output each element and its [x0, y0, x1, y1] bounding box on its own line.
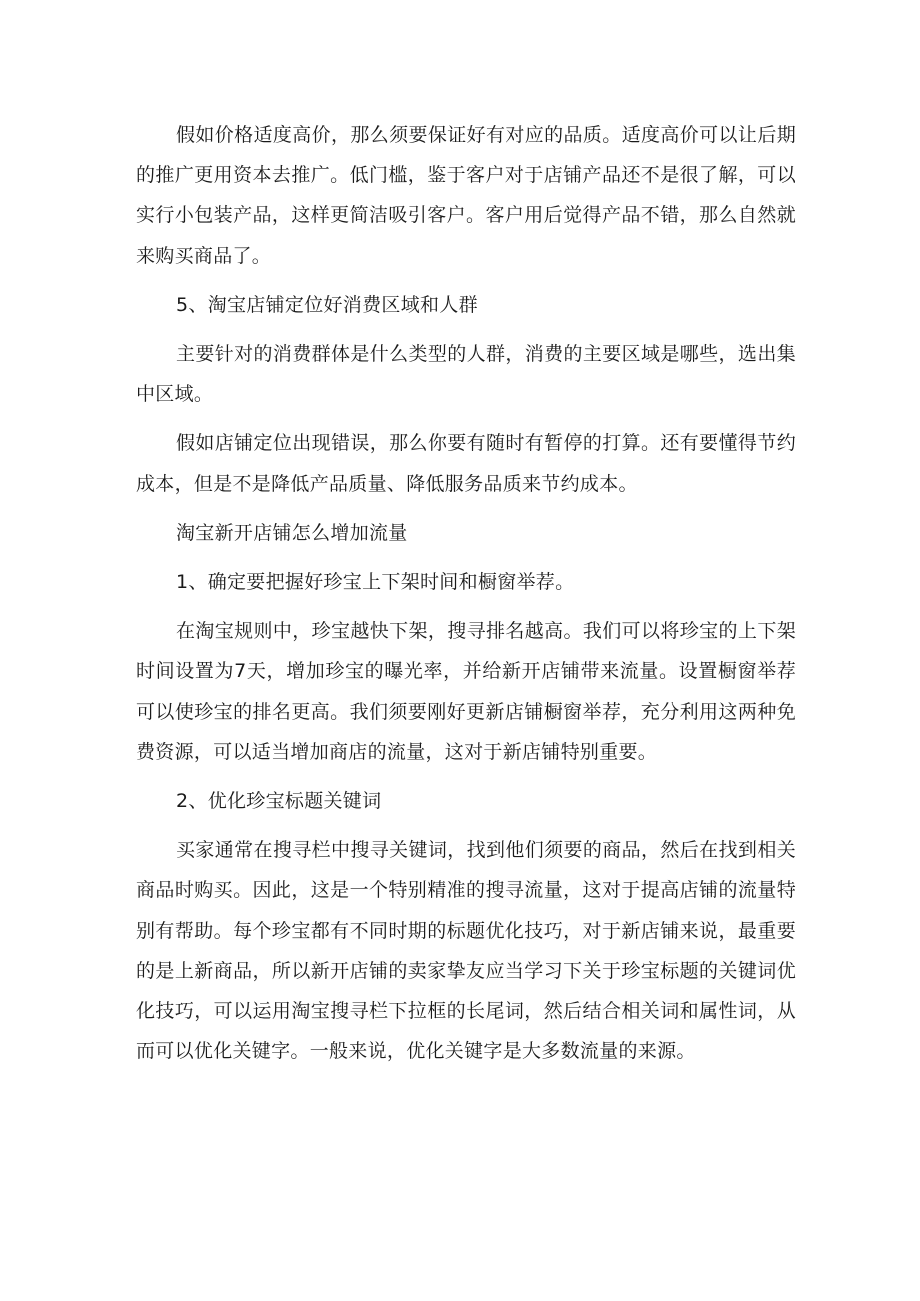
paragraph-title-keywords: 买家通常在搜寻栏中搜寻关键词，找到他们须要的商品，然后在找到相关商品时购买。因此，这是一个特别精准的搜寻流量，这对于提高店铺的流量特别有帮助。每个珍宝都有不同时期的标题优化技巧，对于新店铺来说，最重要的是上新商品，所以新开店铺的卖家挚友应当学习下关于珍宝标题的关键词优化技巧，可以运用淘宝搜寻栏下拉框的长尾词，然后结合相关词和属性词，从而可以优化关键字。一般来说，优化关键字是大多数流量的来源。 [136, 839, 796, 1063]
paragraph-positioning-error: 假如店铺定位出现错误，那么你要有随时有暂停的打算。还有要懂得节约成本，但是不是降低产品质量、降低服务品质来节约成本。 [136, 432, 796, 495]
paragraph-pricing: 假如价格适度高价，那么须要保证好有对应的品质。适度高价可以让后期的推广更用资本去推广。低门槛，鉴于客户对于店铺产品还不是很了解，可以实行小包装产品，这样更简洁吸引客户。客户用后觉得产品不错，那么自然就来购买商品了。 [136, 124, 796, 267]
heading-increase-traffic: 淘宝新开店铺怎么增加流量 [176, 521, 408, 544]
document-body [136, 115, 796, 1071]
heading-section-5: 5、淘宝店铺定位好消费区域和人群 [176, 293, 478, 316]
heading-item-1: 1、确定要把握好珍宝上下架时间和橱窗举荐。 [176, 571, 575, 594]
paragraph-listing-time: 在淘宝规则中，珍宝越快下架，搜寻排名越高。我们可以将珍宝的上下架时间设置为7天，增加珍宝的曝光率，并给新开店铺带来流量。设置橱窗举荐可以使珍宝的排名更高。我们须要刚好更新店铺橱窗举荐，充分利用这两种免费资源，可以适当增加商店的流量，这对于新店铺特别重要。 [136, 620, 796, 763]
paragraph-target-group: 主要针对的消费群体是什么类型的人群，消费的主要区域是哪些，选出集中区域。 [136, 343, 796, 406]
heading-item-2: 2、优化珍宝标题关键词 [176, 790, 382, 813]
